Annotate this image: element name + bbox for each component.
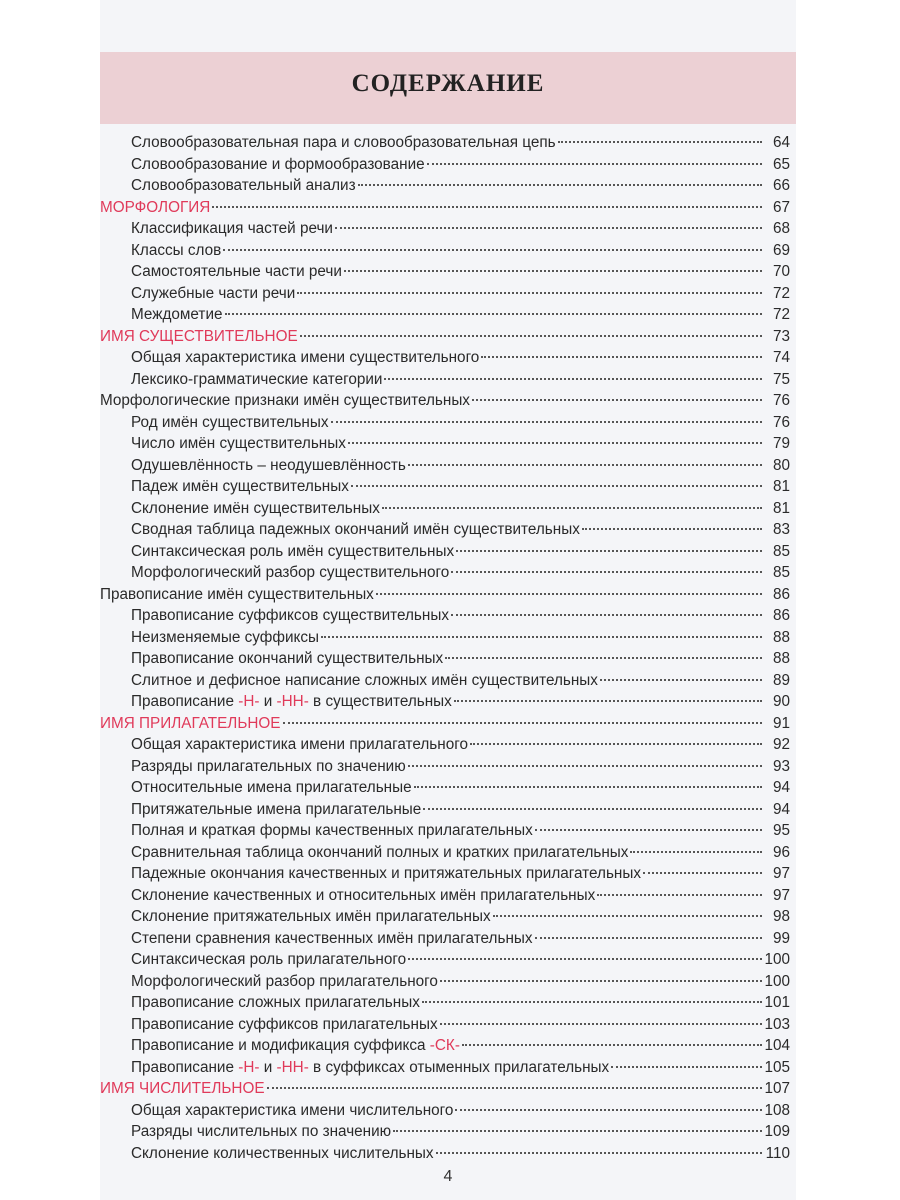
toc-entry-page: 76 bbox=[772, 392, 790, 409]
toc-entry-page: 86 bbox=[772, 607, 790, 624]
toc-entry bbox=[100, 992, 790, 1014]
toc-entry-title-part: Правописание окончаний существительных bbox=[131, 650, 444, 667]
toc-entry-title bbox=[131, 261, 342, 283]
dot-leader bbox=[456, 550, 762, 552]
toc-entry-page: 105 bbox=[764, 1058, 790, 1076]
toc-entry-title bbox=[131, 433, 346, 455]
toc-entry-title-part: Падеж имён существительных bbox=[131, 478, 349, 495]
toc-entry-page: 90 bbox=[772, 693, 790, 710]
toc-entry-page: 96 bbox=[772, 843, 790, 861]
toc-entry-title bbox=[131, 842, 628, 864]
toc-entry-title bbox=[131, 132, 556, 154]
toc-entry bbox=[100, 713, 790, 735]
dot-leader bbox=[643, 872, 762, 874]
toc-entry bbox=[100, 412, 790, 434]
toc-entry-title bbox=[131, 304, 223, 326]
toc-entry-title bbox=[131, 1143, 434, 1165]
toc-entry-title-part: Словообразовательный анализ bbox=[131, 177, 356, 194]
toc-entry-title-part: Классы слов bbox=[131, 241, 222, 259]
toc-entry-page: 85 bbox=[772, 542, 790, 560]
toc-entry-title-part: Правописание суффиксов прилагательных bbox=[131, 1015, 438, 1033]
toc-entry bbox=[100, 197, 790, 219]
toc-entry bbox=[100, 949, 790, 971]
page-title: СОДЕРЖАНИЕ bbox=[351, 70, 545, 97]
dot-leader bbox=[611, 1066, 762, 1068]
dot-leader bbox=[267, 1087, 762, 1089]
toc-entry-page: 66 bbox=[772, 177, 790, 194]
toc-entry-title-part: Разряды числительных по значению bbox=[131, 1123, 392, 1140]
dot-leader bbox=[422, 1001, 762, 1003]
toc-entry-title bbox=[131, 519, 580, 541]
toc-entry bbox=[100, 906, 790, 928]
toc-entry-title bbox=[131, 691, 452, 713]
toc-entry bbox=[100, 584, 790, 606]
toc-entry bbox=[100, 885, 790, 907]
dot-leader bbox=[481, 356, 762, 358]
toc-entry-title-part: Классификация частей речи bbox=[131, 220, 333, 237]
toc-entry bbox=[100, 175, 790, 197]
toc-entry-title bbox=[131, 670, 598, 692]
toc-entry bbox=[100, 304, 790, 326]
toc-entry-page: 67 bbox=[772, 198, 790, 216]
toc-entry-title bbox=[131, 777, 412, 799]
toc-entry-title bbox=[131, 906, 491, 928]
toc-entry bbox=[100, 326, 790, 348]
toc-entry-title-part: Морфологический разбор существительного bbox=[131, 564, 450, 581]
toc-entry-title-part: Слитное и дефисное написание сложных имён существительных bbox=[131, 671, 598, 689]
toc-entry-page: 101 bbox=[764, 994, 790, 1011]
dot-leader bbox=[408, 464, 762, 466]
toc-entry-page: 99 bbox=[772, 929, 790, 947]
toc-entry-title-part: Лексико-грамматические категории bbox=[131, 370, 383, 388]
dot-leader bbox=[414, 786, 762, 788]
toc-entry bbox=[100, 261, 790, 283]
toc-entry bbox=[100, 541, 790, 563]
toc-entry-page: 97 bbox=[772, 865, 790, 882]
toc-entry bbox=[100, 1121, 790, 1143]
toc-entry bbox=[100, 1143, 790, 1165]
dot-leader bbox=[344, 270, 762, 272]
table-of-contents bbox=[100, 132, 790, 1164]
toc-entry-title-part: Склонение качественных и относительных имён прилагательных bbox=[131, 886, 596, 904]
dot-leader bbox=[223, 249, 762, 251]
toc-entry-title bbox=[131, 928, 533, 950]
dot-leader bbox=[225, 313, 763, 315]
dot-leader bbox=[445, 657, 762, 659]
toc-entry-title-part: -НН- bbox=[276, 693, 309, 710]
dot-leader bbox=[454, 700, 762, 702]
dot-leader bbox=[436, 1152, 762, 1154]
dot-leader bbox=[348, 442, 762, 444]
toc-entry bbox=[100, 627, 790, 649]
toc-entry-title bbox=[131, 1035, 460, 1057]
toc-entry-title-part: -СК- bbox=[429, 1037, 460, 1054]
toc-entry bbox=[100, 240, 790, 262]
toc-entry bbox=[100, 476, 790, 498]
dot-leader bbox=[335, 227, 762, 229]
toc-entry-page: 81 bbox=[772, 478, 790, 495]
toc-entry-title bbox=[131, 541, 454, 563]
dot-leader bbox=[597, 894, 762, 896]
toc-entry-page: 94 bbox=[772, 779, 790, 796]
toc-entry bbox=[100, 928, 790, 950]
toc-entry-title bbox=[100, 197, 210, 219]
toc-entry-title-part: Склонение имён существительных bbox=[131, 499, 380, 517]
toc-entry-title bbox=[100, 326, 298, 348]
toc-entry-page: 110 bbox=[765, 1144, 790, 1162]
toc-entry bbox=[100, 777, 790, 799]
toc-entry-title bbox=[131, 1057, 609, 1079]
toc-entry-title bbox=[100, 584, 374, 606]
toc-entry-title bbox=[131, 1121, 391, 1143]
toc-entry-page: 88 bbox=[772, 628, 790, 646]
toc-entry-title bbox=[131, 476, 349, 498]
dot-leader bbox=[212, 206, 762, 208]
toc-entry-title bbox=[100, 390, 470, 412]
toc-entry-title-part: в суффиксах отыменных прилагательных bbox=[308, 1058, 610, 1076]
page-number: 4 bbox=[443, 1168, 453, 1185]
toc-entry-title-part: Самостоятельные части речи bbox=[131, 263, 342, 280]
dot-leader bbox=[300, 335, 762, 337]
toc-entry bbox=[100, 756, 790, 778]
toc-entry-page: 88 bbox=[772, 650, 790, 667]
toc-entry-title bbox=[100, 713, 281, 735]
toc-entry-title bbox=[131, 992, 420, 1014]
toc-entry bbox=[100, 799, 790, 821]
toc-entry bbox=[100, 498, 790, 520]
toc-entry-title bbox=[131, 627, 319, 649]
toc-entry-page: 64 bbox=[772, 134, 790, 151]
toc-entry-page: 86 bbox=[772, 585, 790, 603]
dot-leader bbox=[462, 1044, 762, 1046]
toc-entry-title bbox=[131, 949, 406, 971]
toc-entry-title-part: Полная и краткая формы качественных прилагательных bbox=[131, 822, 533, 839]
toc-entry bbox=[100, 455, 790, 477]
dot-leader bbox=[472, 399, 762, 401]
toc-entry bbox=[100, 670, 790, 692]
toc-entry bbox=[100, 971, 790, 993]
toc-entry-page: 98 bbox=[772, 908, 790, 925]
dot-leader bbox=[283, 722, 762, 724]
toc-entry-page: 65 bbox=[772, 155, 790, 173]
dot-leader bbox=[440, 980, 762, 982]
toc-entry-page: 74 bbox=[772, 349, 790, 366]
toc-entry-page: 100 bbox=[764, 972, 790, 990]
toc-entry bbox=[100, 1100, 790, 1122]
toc-entry bbox=[100, 820, 790, 842]
toc-entry bbox=[100, 842, 790, 864]
dot-leader bbox=[408, 958, 762, 960]
toc-entry-title bbox=[131, 412, 329, 434]
toc-entry-title-part: Падежные окончания качественных и притяжательных прилагательных bbox=[131, 865, 642, 882]
dot-leader bbox=[408, 765, 762, 767]
toc-entry-title bbox=[131, 1100, 453, 1122]
toc-entry-title-part: Род имён существительных bbox=[131, 413, 329, 431]
dot-leader bbox=[376, 593, 762, 595]
toc-entry-page: 85 bbox=[772, 564, 790, 581]
toc-entry-title bbox=[131, 756, 406, 778]
dot-leader bbox=[423, 808, 762, 810]
toc-entry-title-part: Общая характеристика имени прилагательного bbox=[131, 736, 468, 753]
toc-entry-title bbox=[131, 971, 438, 993]
toc-entry bbox=[100, 390, 790, 412]
toc-entry-title-part: Морфологический разбор прилагательного bbox=[131, 972, 438, 990]
toc-entry-page: 89 bbox=[772, 671, 790, 689]
toc-entry bbox=[100, 1035, 790, 1057]
toc-entry-page: 103 bbox=[764, 1015, 790, 1033]
dot-leader bbox=[535, 937, 762, 939]
dot-leader bbox=[451, 571, 762, 573]
toc-entry-title-part: Неизменяемые суффиксы bbox=[131, 628, 319, 646]
toc-entry-title-part: Морфологические признаки имён существительных bbox=[100, 392, 470, 409]
toc-entry-title-part: -Н- bbox=[238, 1058, 260, 1076]
toc-entry-page: 72 bbox=[772, 306, 790, 323]
toc-entry bbox=[100, 734, 790, 756]
toc-entry-title-part: Разряды прилагательных по значению bbox=[131, 757, 406, 775]
toc-entry-page: 73 bbox=[772, 327, 790, 345]
toc-entry-title-part: -НН- bbox=[276, 1058, 309, 1076]
toc-entry-title-part: ИМЯ ПРИЛАГАТЕЛЬНОЕ bbox=[100, 714, 281, 732]
toc-entry-page: 72 bbox=[772, 284, 790, 302]
toc-entry-title-part: Синтаксическая роль имён существительных bbox=[131, 542, 455, 560]
toc-entry-title-part: Словообразование и формообразование bbox=[131, 155, 425, 173]
toc-entry bbox=[100, 863, 790, 885]
toc-entry-title bbox=[131, 885, 595, 907]
toc-entry-title-part: в существительных bbox=[308, 693, 452, 710]
toc-entry bbox=[100, 1014, 790, 1036]
toc-entry bbox=[100, 605, 790, 627]
toc-entry bbox=[100, 218, 790, 240]
toc-entry-title-part: Склонение притяжательных имён прилагательных bbox=[131, 908, 491, 925]
toc-entry-title-part: и bbox=[259, 1058, 277, 1076]
toc-entry bbox=[100, 519, 790, 541]
toc-entry-title bbox=[131, 863, 641, 885]
toc-entry-title-part: ИМЯ СУЩЕСТВИТЕЛЬНОЕ bbox=[100, 327, 298, 345]
dot-leader bbox=[582, 528, 762, 530]
toc-entry-title-part: Сравнительная таблица окончаний полных и кратких прилагательных bbox=[131, 843, 629, 861]
dot-leader bbox=[393, 1130, 762, 1132]
dot-leader bbox=[358, 184, 762, 186]
toc-entry bbox=[100, 648, 790, 670]
toc-entry bbox=[100, 1057, 790, 1079]
toc-entry-title bbox=[131, 648, 443, 670]
toc-entry-title-part: Междометие bbox=[131, 306, 223, 323]
toc-entry-title bbox=[131, 820, 533, 842]
toc-entry-title bbox=[131, 369, 382, 391]
dot-leader bbox=[493, 915, 762, 917]
toc-entry-page: 94 bbox=[772, 800, 790, 818]
toc-entry bbox=[100, 562, 790, 584]
toc-entry-title-part: Правописание и модификация суффикса bbox=[131, 1037, 430, 1054]
toc-entry-title bbox=[131, 1014, 438, 1036]
toc-entry-title-part: Правописание bbox=[131, 693, 239, 710]
toc-entry-title-part: Правописание сложных прилагательных bbox=[131, 994, 420, 1011]
dot-leader bbox=[535, 829, 762, 831]
toc-entry-title bbox=[100, 1078, 265, 1100]
toc-entry-page: 104 bbox=[764, 1037, 790, 1054]
toc-entry-title-part: ИМЯ ЧИСЛИТЕЛЬНОЕ bbox=[100, 1080, 265, 1097]
toc-entry-title bbox=[131, 455, 406, 477]
toc-entry-title-part: Относительные имена прилагательные bbox=[131, 779, 412, 796]
toc-entry-title-part: Притяжательные имена прилагательные bbox=[131, 800, 422, 818]
toc-entry-title-part: -Н- bbox=[238, 693, 260, 710]
toc-entry-title bbox=[131, 734, 468, 756]
toc-entry-page: 83 bbox=[772, 521, 790, 538]
dot-leader bbox=[382, 507, 762, 509]
dot-leader bbox=[384, 378, 762, 380]
toc-entry bbox=[100, 132, 790, 154]
toc-entry-title bbox=[131, 154, 425, 176]
toc-entry-title-part: Одушевлённость – неодушевлённость bbox=[131, 456, 406, 474]
toc-entry-title-part: Сводная таблица падежных окончаний имён существительных bbox=[131, 521, 580, 538]
toc-entry-title bbox=[131, 240, 221, 262]
toc-entry-title bbox=[131, 799, 421, 821]
toc-entry bbox=[100, 283, 790, 305]
toc-entry-title bbox=[131, 605, 449, 627]
toc-entry-title-part: Синтаксическая роль прилагательного bbox=[131, 951, 407, 968]
toc-entry-page: 91 bbox=[772, 714, 790, 732]
toc-entry-title-part: Склонение количественных числительных bbox=[131, 1144, 434, 1162]
toc-entry-page: 70 bbox=[772, 263, 790, 280]
toc-entry-title-part: Степени сравнения качественных имён прилагательных bbox=[131, 929, 533, 947]
toc-entry-page: 69 bbox=[772, 241, 790, 259]
toc-entry bbox=[100, 347, 790, 369]
toc-entry-page: 107 bbox=[764, 1080, 790, 1097]
toc-entry-title bbox=[131, 347, 479, 369]
toc-entry-page: 97 bbox=[772, 886, 790, 904]
toc-entry-title-part: и bbox=[259, 693, 277, 710]
toc-entry-title-part: Общая характеристика имени числительного bbox=[131, 1101, 454, 1119]
toc-entry bbox=[100, 691, 790, 713]
toc-entry-page: 80 bbox=[772, 456, 790, 474]
toc-entry bbox=[100, 1078, 790, 1100]
dot-leader bbox=[600, 679, 762, 681]
toc-entry-page: 92 bbox=[772, 736, 790, 753]
toc-entry-page: 93 bbox=[772, 757, 790, 775]
toc-entry-title-part: Правописание bbox=[131, 1058, 239, 1076]
dot-leader bbox=[351, 485, 762, 487]
toc-entry-title-part: Правописание суффиксов существительных bbox=[131, 607, 449, 624]
toc-entry-page: 95 bbox=[772, 822, 790, 839]
toc-entry-page: 109 bbox=[764, 1123, 790, 1140]
toc-entry-page: 68 bbox=[772, 220, 790, 237]
toc-entry-title-part: Правописание имён существительных bbox=[100, 585, 374, 603]
dot-leader bbox=[451, 614, 762, 616]
dot-leader bbox=[630, 851, 762, 853]
dot-leader bbox=[321, 636, 762, 638]
toc-entry-title-part: Служебные части речи bbox=[131, 284, 296, 302]
toc-entry-title-part: Число имён существительных bbox=[131, 435, 346, 452]
toc-entry-title bbox=[131, 562, 449, 584]
dot-leader bbox=[331, 421, 762, 423]
toc-entry bbox=[100, 433, 790, 455]
toc-entry-title bbox=[131, 283, 295, 305]
toc-entry-title-part: МОРФОЛОГИЯ bbox=[100, 198, 211, 216]
toc-entry-page: 108 bbox=[764, 1101, 790, 1119]
dot-leader bbox=[470, 743, 762, 745]
dot-leader bbox=[427, 163, 762, 165]
toc-entry-page: 75 bbox=[772, 370, 790, 388]
dot-leader bbox=[455, 1109, 762, 1111]
toc-entry-page: 76 bbox=[772, 413, 790, 431]
dot-leader bbox=[297, 292, 762, 294]
toc-entry-title bbox=[131, 218, 333, 240]
dot-leader bbox=[558, 141, 762, 143]
toc-entry-title-part: Общая характеристика имени существительного bbox=[131, 349, 480, 366]
toc-entry-title bbox=[131, 498, 380, 520]
toc-entry-page: 79 bbox=[772, 435, 790, 452]
toc-entry bbox=[100, 369, 790, 391]
toc-entry-page: 100 bbox=[764, 951, 790, 968]
toc-entry bbox=[100, 154, 790, 176]
toc-entry-page: 81 bbox=[772, 499, 790, 517]
toc-entry-title bbox=[131, 175, 356, 197]
toc-entry-title-part: Словообразовательная пара и словообразовательная цепь bbox=[131, 134, 556, 151]
dot-leader bbox=[440, 1023, 762, 1025]
